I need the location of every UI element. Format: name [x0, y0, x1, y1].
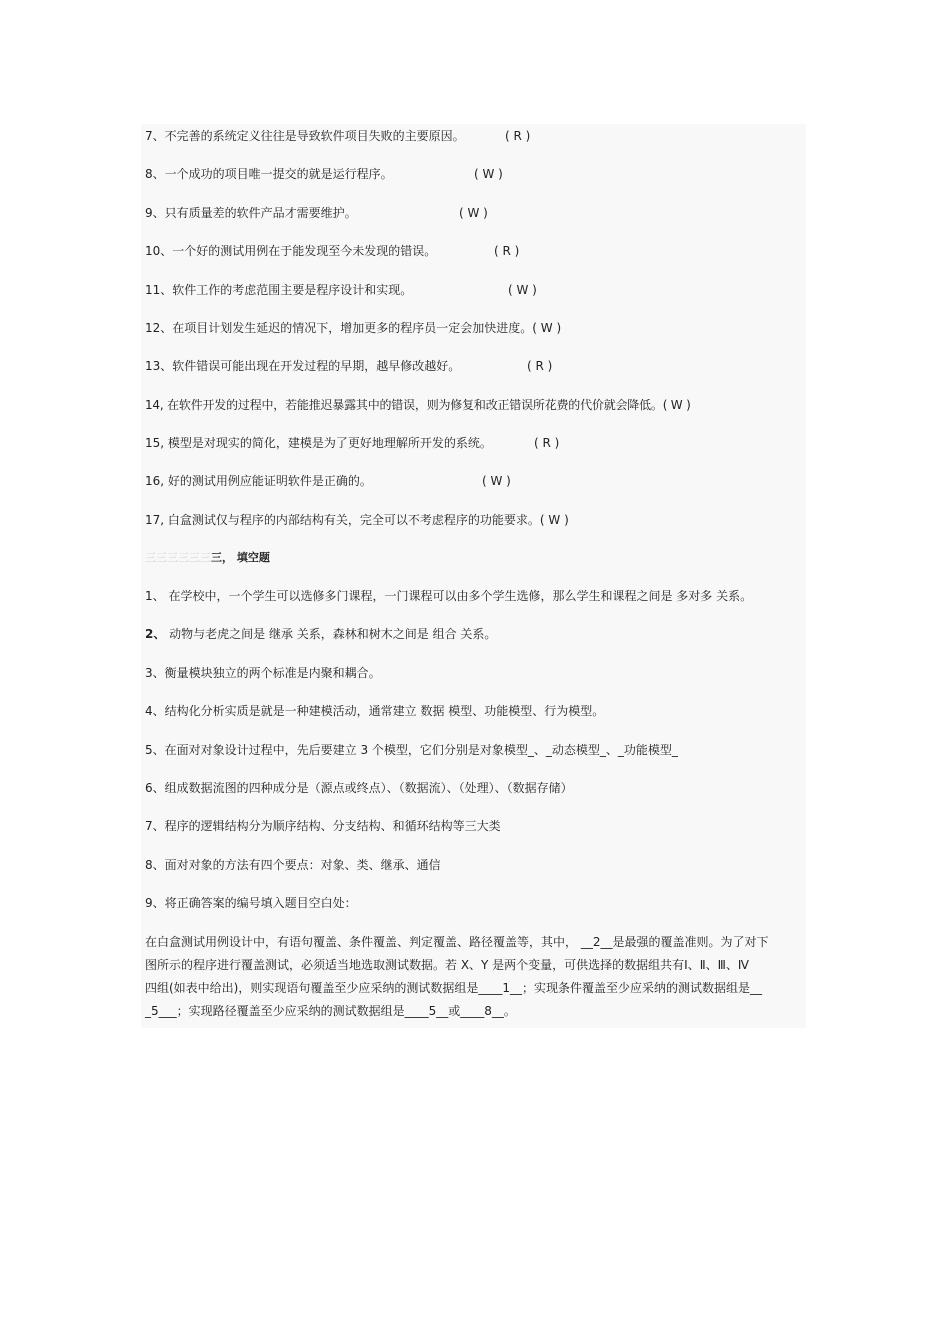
paragraph-line: 四组(如表中给出)，则实现语句覆盖至少应采纳的测试数据组是____1__；实现条件覆盖至少应采纳的测试数据组是__ — [145, 981, 763, 995]
judgment-item-15 — [145, 435, 492, 451]
paragraph-line: 在白盒测试用例设计中，有语句覆盖、条件覆盖、判定覆盖、路径覆盖等，其中， __2__是最强的覆盖准则。为了对下 — [145, 935, 769, 949]
judgment-answer-7: ( R ) — [505, 129, 531, 143]
heading-title: 三， 填空题 — [211, 551, 270, 564]
fill-item-3 — [145, 665, 381, 681]
fill-item-6 — [145, 780, 573, 796]
judgment-answer-16: ( W ) — [482, 474, 511, 488]
judgment-item-13 — [145, 358, 460, 374]
judgment-item-10 — [145, 243, 436, 259]
fill-number: 1、 — [145, 589, 165, 603]
fill-item-8 — [145, 857, 441, 873]
fill-text: 5、在面对对象设计过程中，先后要建立 3 个模型，它们分别是对象模型_、_动态模型_、_功能模型_ — [145, 743, 678, 757]
judgment-answer-9: ( W ) — [459, 206, 488, 220]
fill-item-4 — [145, 703, 604, 719]
fill-text: 4、结构化分析实质是就是一种建模活动，通常建立 数据 模型、功能模型、行为模型。 — [145, 704, 605, 718]
judgment-item-8 — [145, 166, 393, 182]
judgment-text: 9、只有质量差的软件产品才需要维护。 — [145, 206, 357, 220]
fill-text: 9、将正确答案的编号填入题目空白处： — [145, 896, 357, 910]
judgment-answer-13: ( R ) — [527, 359, 553, 373]
fill-item-2 — [145, 626, 496, 642]
fill-item-1 — [145, 588, 752, 604]
judgment-answer-11: ( W ) — [508, 283, 537, 297]
judgment-answer-10: ( R ) — [494, 244, 520, 258]
judgment-text: 16, 好的测试用例应能证明软件是正确的。 — [145, 474, 372, 488]
fill-text: 在学校中，一个学生可以选修多门课程，一门课程可以由多个学生选修，那么学生和课程之间是 多对多 关系。 — [164, 589, 753, 603]
paragraph-line: 图所示的程序进行覆盖测试，必须适当地选取测试数据。若 X、Y 是两个变量，可供选择的数据组共有Ⅰ、Ⅱ、Ⅲ、Ⅳ — [145, 958, 749, 972]
fill-item-9 — [145, 895, 357, 911]
fill-text: 8、面对对象的方法有四个要点：对象、类、继承、通信 — [145, 858, 441, 872]
judgment-item-11 — [145, 282, 412, 298]
judgment-text: 17, 白盒测试仅与程序的内部结构有关，完全可以不考虑程序的功能要求。( W ) — [145, 513, 569, 527]
content-block — [141, 124, 806, 1028]
judgment-text: 8、一个成功的项目唯一提交的就是运行程序。 — [145, 167, 393, 181]
judgment-answer-15: ( R ) — [534, 436, 560, 450]
coverage-paragraph — [145, 934, 809, 1026]
fill-text: 7、程序的逻辑结构分为顺序结构、分支结构、和循环结构等三大类 — [145, 819, 501, 833]
judgment-item-17 — [145, 512, 569, 528]
judgment-text: 13、软件错误可能出现在开发过程的早期，越早修改越好。 — [145, 359, 461, 373]
fill-item-7 — [145, 818, 501, 834]
judgment-text: 12、在项目计划发生延迟的情况下，增加更多的程序员一定会加快进度。( W ) — [145, 321, 562, 335]
judgment-item-14 — [145, 397, 691, 413]
judgment-text: 10、一个好的测试用例在于能发现至今未发现的错误。 — [145, 244, 437, 258]
judgment-item-9 — [145, 205, 357, 221]
judgment-item-16 — [145, 473, 372, 489]
fill-text: 6、组成数据流图的四种成分是（源点或终点）、（数据流）、（处理）、（数据存储） — [145, 781, 573, 795]
judgment-answer-8: ( W ) — [474, 167, 503, 181]
judgment-text: 7、不完善的系统定义往往是导致软件项目失败的主要原因。 — [145, 129, 465, 143]
judgment-text: 14, 在软件开发的过程中，若能推迟暴露其中的错误，则为修复和改正错误所花费的代价就会降低。( W ) — [145, 398, 691, 412]
judgment-text: 15, 模型是对现实的简化，建模是为了更好地理解所开发的系统。 — [145, 436, 492, 450]
fill-text: 3、衡量模块独立的两个标准是内聚和耦合。 — [145, 666, 381, 680]
fill-text: 动物与老虎之间是 继承 关系，森林和树木之间是 组合 关系。 — [165, 627, 497, 641]
judgment-item-12 — [145, 320, 561, 336]
paragraph-line: _5___；实现路径覆盖至少应采纳的测试数据组是____5__或____8__。 — [145, 1004, 516, 1018]
heading-prefix: 三三三三三三 — [145, 551, 211, 564]
judgment-text: 11、软件工作的考虑范围主要是程序设计和实现。 — [145, 283, 413, 297]
judgment-item-7 — [145, 128, 465, 144]
fill-number: 2、 — [145, 627, 166, 641]
section-heading — [145, 550, 270, 566]
fill-item-5 — [145, 742, 678, 758]
